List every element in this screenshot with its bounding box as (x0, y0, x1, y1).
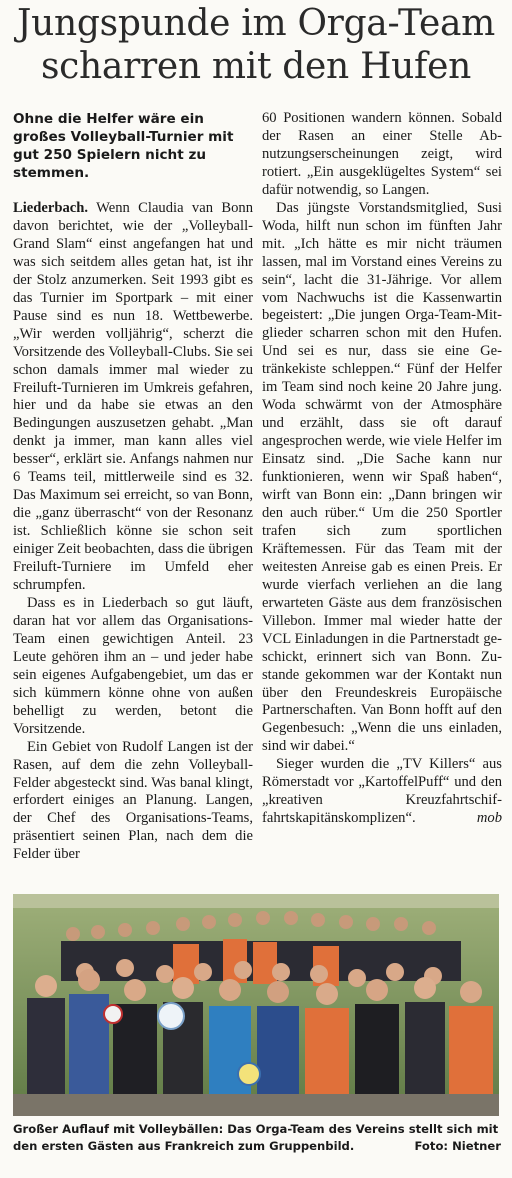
lead-paragraph: Ohne die Helfer wäre ein großes Volleyball-Turnier mit gut 250 Spielern nicht zu stemmen. (13, 111, 234, 181)
photo-credit: Foto: Nietner (414, 1139, 501, 1153)
headline (0, 2, 512, 88)
paragraph-1-text: Wenn Claudia van Bonn davon berichtet, wie der „Volleyball-Grand Slam“ einst angefangen hat und was sich seitdem alles getan hat, ist ihr der Stolz anzumerken. Seit 1993 gibt es das Turnier im Sportpark – mit einer Pause sind es nun 18. Wettbewerbe. „Wir werden volljährig“, scherzt die Vorsitzende des Volleyball-Clubs. Sie sei schon damals immer mal wieder zu Freiluft-Turnieren im Umkreis gefahren, hier und da habe sie etwas an den Bedingungen auszusetzen gehabt. „Man denkt ja immer, man kann alles viel besser“, erklärt sie. Anfangs nahmen nur 6 Teams teil, mittlerweile sind es 32. Das Maximum sei erreicht, so van Bonn, die „ganz überrascht“ von der Resonanz ist. Schließlich könne sie schon seit einiger Zeit beobachten, dass die übrigen Freiluft-Turniere im Umfeld eher schrumpfen. (13, 200, 253, 594)
paragraph-1 (13, 200, 253, 595)
photo-caption (13, 1121, 501, 1155)
group-photo (13, 894, 499, 1116)
dateline: Liederbach. (13, 200, 88, 216)
paragraph-6-text: Sieger wurden die „TV Killers“ aus Römerstadt vor „KartoffelPuff“ und den „kreativen Kreuzfahrtschiffahrtskapitänskomplizen“. (262, 756, 502, 827)
paragraph-5: Das jüngste Vorstandsmitglied, Susi Woda, hilft nun schon im fünften Jahr mit. „Ich hätte es mir nicht träumen lassen, mal im Vorstand eines Vereins zu sein“, lacht die 31-Jährige. Vor allem vom Nachwuchs ist die Kassenwartin begeistert: „Die jungen Orga-Team-Mitglieder scharren schon mit den Hufen. Und sei es nur, dass sie eine Getränkekiste schleppen.“ Fünf der Helfer im Team sind noch keine 20 Jahre jung. Woda schwärmt von der Atmosphäre und erzählt, dass sie oft darauf angesprochen werde, wie viele Helfer im Einsatz sind. „Die Sache kann nur funktionieren, wenn wir Spaß haben“, wirft van Bonn ein: „Dann bringen wir den auch rüber.“ Um die 250 Sportler trafen sich zum sportlichen Kräftemessen. Für das Team mit der weitesten Anreise gab es einen Preis. Er wurde vierfach verliehen an die lang erwarteten Gäste aus dem französischen Villebon. Immer mal wieder hatte der VCL Einladungen in die Partnerstadt geschickt, erinnert sich van Bonn. Zustande gekommen war der Kontakt nun über den Freundeskreis Europäische Partnerschaften. Van Bonn hofft auf den Gegenbesuch: „Wenn die uns einladen, sind wir dabei.“ (262, 199, 502, 755)
article-column-left (13, 110, 253, 864)
paragraph-3: Ein Gebiet von Rudolf Langen ist der Rasen, auf dem die zehn Volleyball-Felder abgesteckt sind. Was banal klingt, erfordert einiges an Planung. Langen, der Chef des Organisations-Teams, präsentiert seinen Plan, nach dem die Felder über (13, 738, 253, 863)
headline-line-1: Jungspunde im Orga-Team (17, 3, 495, 44)
caption-text: Großer Auflauf mit Volleybällen: Das Orga-Team des Vereins stellt sich mit den ersten Gästen aus Frankreich zum Gruppenbild. (13, 1122, 499, 1153)
headline-line-2: scharren mit den Hufen (41, 46, 471, 87)
paragraph-6 (262, 756, 502, 828)
author-signature: mob (476, 810, 502, 827)
article-column-right (262, 110, 502, 828)
paragraph-4: 60 Positionen wandern können. Sobald der Rasen an einer Stelle Abnutzungserscheinungen zeigt, wird rotiert. „Ein ausgeklügeltes System“ sei dafür notwendig, so Langen. (262, 110, 502, 198)
paragraph-2: Dass es in Liederbach so gut läuft, daran hat vor allem das Organisations-Team einen gewichtigen Anteil. 23 Leute gehören ihm an – und jeder habe sein eigenes Aufgabengebiet, um das er sich kümmern könne ohne von außen behelligt zu werden, betont die Vorsitzende. (13, 594, 253, 737)
